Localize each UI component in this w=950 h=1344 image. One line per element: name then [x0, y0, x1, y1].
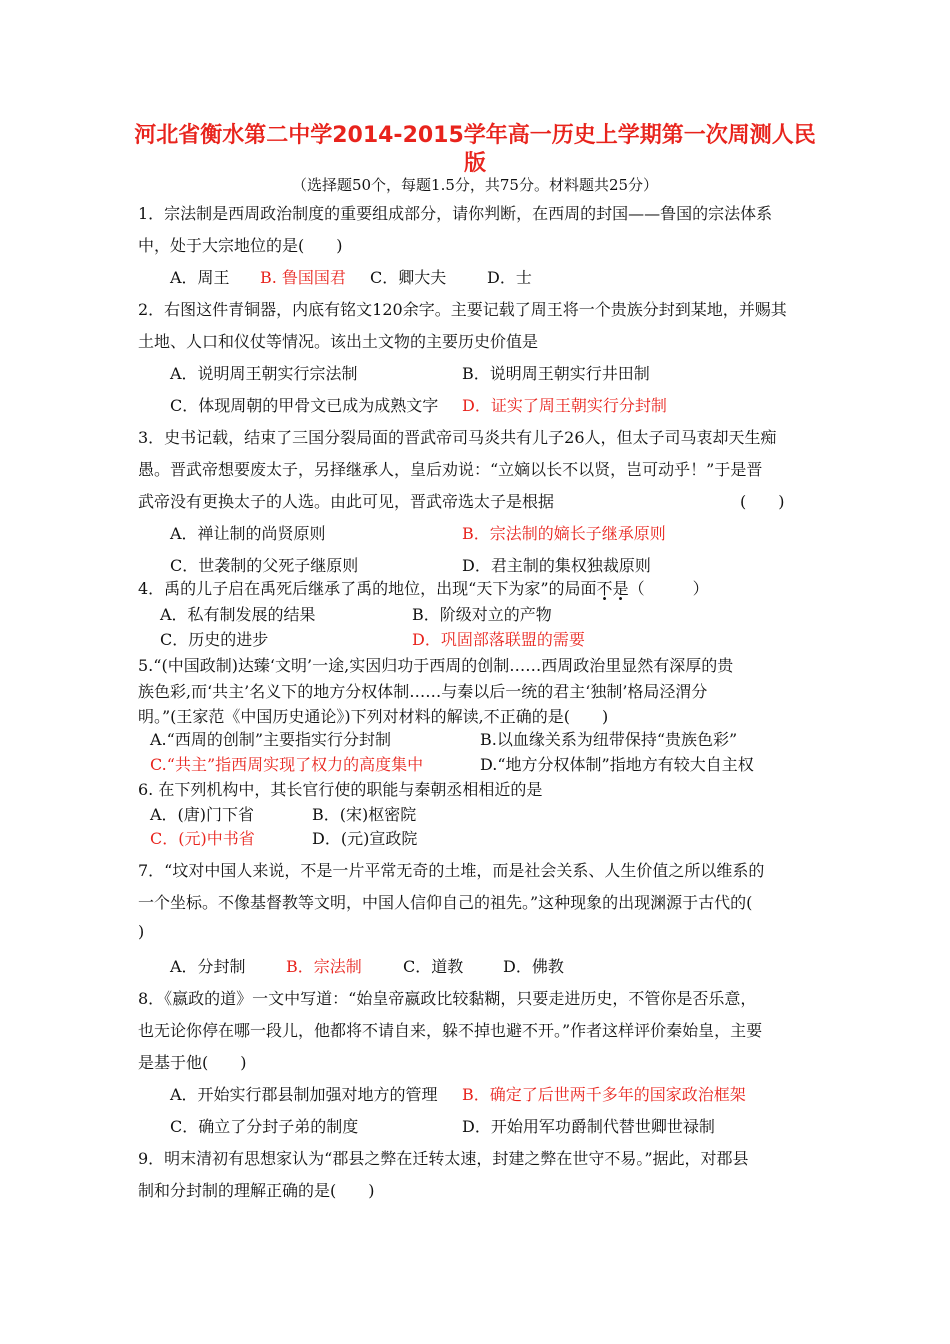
q5-stem-1: 5.“(中国政制)达臻‘文明’一途,实因归功于西周的创制……西周政治里显然有深厚的贵 [138, 656, 734, 675]
q7-stem-2: 一个坐标。不像基督教等文明，中国人信仰自己的祖先。”这种现象的出现渊源于古代的( [138, 893, 753, 912]
q3-option-a: A．禅让制的尚贤原则 [170, 524, 326, 543]
document-title [130, 122, 820, 178]
q6-option-d: D．(元)宣政院 [312, 829, 418, 848]
q1-option-d: D．士 [487, 268, 532, 287]
q7-option-c: C．道教 [403, 957, 464, 976]
q1-option-b-answer: B. 鲁国国君 [260, 268, 346, 287]
q8-option-a: A．开始实行郡县制加强对地方的管理 [170, 1085, 438, 1104]
q4-option-a: A．私有制发展的结果 [160, 605, 316, 624]
q9-stem-2: 制和分封制的理解正确的是( ) [138, 1181, 375, 1200]
q6-stem: 6. 在下列机构中，其长官行使的职能与秦朝丞相相近的是 [138, 780, 543, 799]
q5-stem-3: 明。”(王家范《中国历史通论》)下列对材料的解读,不正确的是( ) [138, 707, 609, 726]
q6-option-a: A．(唐)门下省 [150, 805, 255, 824]
q7-option-a: A．分封制 [170, 957, 246, 976]
q8-stem-1: 8．《嬴政的道》一文中写道：“始皇帝嬴政比较黏糊，只要走进历史，不管你是否乐意， [138, 989, 757, 1008]
q4-emphasis-char-1: 不 [596, 579, 613, 598]
q9-stem-1: 9．明末清初有思想家认为“郡县之弊在迁转太速，封建之弊在世守不易。”据此，对郡县 [138, 1149, 749, 1168]
q8-option-c: C．确立了分封子弟的制度 [170, 1117, 359, 1136]
q4-option-c: C．历史的进步 [160, 630, 269, 649]
q3-option-c: C．世袭制的父死子继原则 [170, 556, 359, 575]
q4-emphasis-char-2: 是 [612, 579, 629, 598]
q3-option-b-answer: B．宗法制的嫡长子继承原则 [462, 524, 666, 543]
q3-stem-2: 愚。晋武帝想要废太子，另择继承人，皇后劝说：“立嫡以长不以贤，岂可动乎！”于是晋 [138, 460, 763, 479]
q3-answer-paren: ( ) [740, 492, 785, 511]
q6-option-b: B．(宋)枢密院 [312, 805, 417, 824]
q5-option-b: B.以血缘关系为纽带保持“贵族色彩” [480, 730, 738, 749]
q6-option-c-answer: C．(元)中书省 [150, 829, 255, 848]
q8-option-d: D．开始用军功爵制代替世卿世禄制 [462, 1117, 715, 1136]
subtitle: （选择题50个，每题1.5分，共75分。材料题共25分） [291, 176, 659, 194]
q1-stem-2: 中，处于大宗地位的是( ) [138, 236, 343, 255]
q2-stem-2: 土地、人口和仪仗等情况。该出土文物的主要历史价值是 [138, 332, 539, 351]
q4-stem [138, 576, 709, 599]
q5-option-d: D.“地方分权体制”指地方有较大自主权 [480, 755, 754, 774]
q7-stem-3: ) [138, 922, 145, 941]
q4-stem-text: 4．禹的儿子启在禹死后继承了禹的地位，出现“天下为家”的局面 [138, 579, 597, 598]
q2-option-c: C．体现周朝的甲骨文已成为成熟文字 [170, 396, 439, 415]
q2-option-b: B．说明周王朝实行井田制 [462, 364, 650, 383]
q5-option-c-answer: C.“共主”指西周实现了权力的高度集中 [150, 755, 424, 774]
q4-option-d-answer: D．巩固部落联盟的需要 [412, 630, 585, 649]
q1-option-c: C．卿大夫 [370, 268, 447, 287]
q8-stem-2: 也无论你停在哪一段儿，他都将不请自来，躲不掉也避不开。”作者这样评价秦始皇，主要 [138, 1021, 763, 1040]
title-line-2: 版 [463, 151, 486, 176]
q3-option-d: D．君主制的集权独裁原则 [462, 556, 651, 575]
q3-stem-1: 3．史书记载，结束了三国分裂局面的晋武帝司马炎共有儿子26人，但太子司马衷却天生痴 [138, 428, 777, 447]
q3-stem-3: 武帝没有更换太子的人选。由此可见，晋武帝选太子是根据 [138, 492, 555, 511]
q4-answer-paren: （ ） [628, 579, 709, 598]
q2-option-d-answer: D．证实了周王朝实行分封制 [462, 396, 667, 415]
q8-stem-3: 是基于他( ) [138, 1053, 247, 1072]
q2-stem-1: 2．右图这件青铜器，内底有铭文120余字。主要记载了周王将一个贵族分封到某地，并赐其 [138, 300, 787, 319]
q5-stem-2: 族色彩,而‘共主’名义下的地方分权体制……与秦以后一统的君主‘独制’格局泾渭分 [138, 682, 708, 701]
q7-option-d: D．佛教 [503, 957, 564, 976]
q7-option-b-answer: B．宗法制 [286, 957, 362, 976]
q5-option-a: A.“西周的创制”主要指实行分封制 [150, 730, 392, 749]
q8-option-b-answer: B．确定了后世两千多年的国家政治框架 [462, 1085, 746, 1104]
q4-option-b: B．阶级对立的产物 [412, 605, 552, 624]
q7-stem-1: 7．“坟对中国人来说，不是一片平常无奇的土堆，而是社会关系、人生价值之所以维系的 [138, 861, 765, 880]
title-line-1: 河北省衡水第二中学2014-2015学年高一历史上学期第一次周测人民 [134, 123, 816, 148]
q2-option-a: A．说明周王朝实行宗法制 [170, 364, 358, 383]
q1-option-a: A．周王 [170, 268, 230, 287]
q1-stem-1: 1．宗法制是西周政治制度的重要组成部分，请你判断，在西周的封国——鲁国的宗法体系 [138, 204, 773, 223]
